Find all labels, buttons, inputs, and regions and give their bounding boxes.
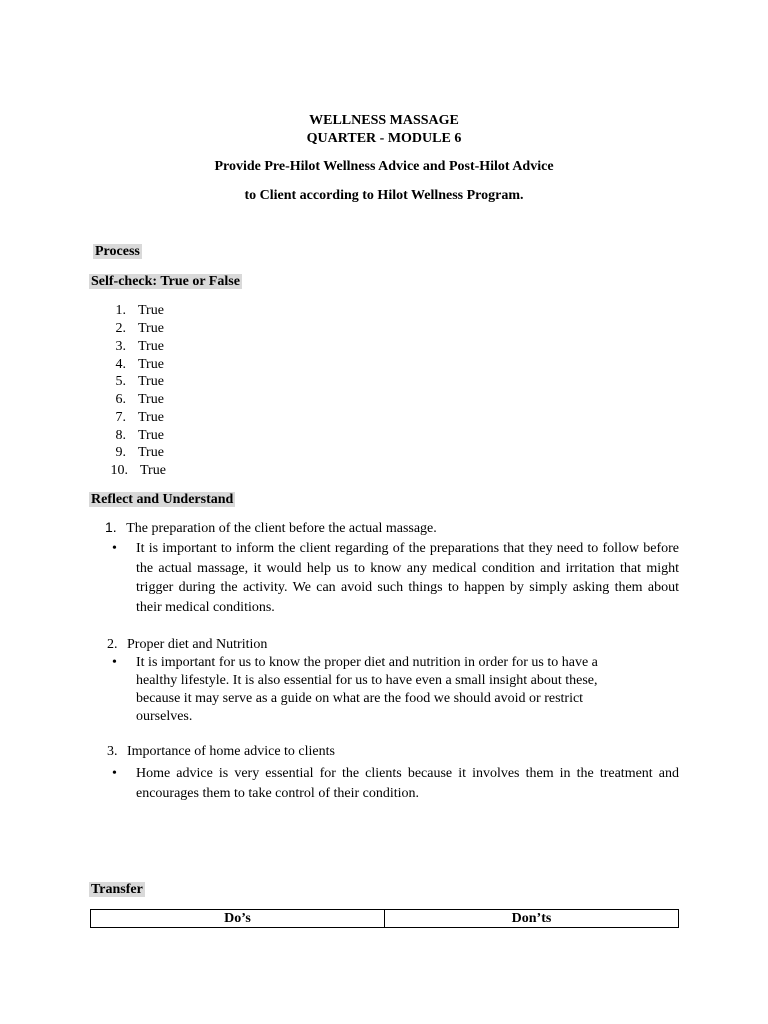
bullet-icon: • [112, 655, 117, 670]
item-answer: True [138, 392, 164, 407]
self-check-item [108, 444, 164, 461]
bullet-icon: • [112, 541, 117, 556]
item-number: 3. [107, 744, 118, 759]
reflect-item-1-bullet [112, 539, 680, 619]
item-number: 3. [115, 339, 126, 354]
bullet-icon: • [112, 766, 117, 781]
transfer-table [90, 909, 679, 928]
item-number: 8. [115, 428, 126, 443]
item-number: 10. [110, 463, 128, 478]
item-number: 6. [115, 392, 126, 407]
transfer-heading-text: Transfer [91, 882, 143, 897]
reflect-item-2-title [107, 636, 267, 653]
item-title: Importance of home advice to clients [127, 744, 335, 759]
item-number: 1. [105, 519, 117, 535]
reflect-item-3-bullet [112, 764, 680, 806]
self-check-item [108, 356, 164, 373]
module-subtitle-line1: Provide Pre-Hilot Wellness Advice and Post-Hilot Advice [214, 159, 554, 174]
reflect-heading-text: Reflect and Understand [91, 492, 234, 507]
item-answer: True [138, 410, 164, 425]
self-check-item [108, 320, 164, 337]
self-check-item [108, 302, 164, 319]
item-answer: True [140, 463, 166, 478]
item-number: 4. [115, 357, 126, 372]
item-number: 1. [115, 303, 126, 318]
table-header-row [91, 910, 679, 928]
reflect-item-3-title [107, 743, 335, 760]
self-check-item [108, 338, 164, 355]
item-answer: True [138, 428, 164, 443]
column-header-donts: Don’ts [385, 910, 679, 928]
self-check-heading-text: Self-check: True or False [91, 274, 240, 289]
transfer-heading [89, 881, 145, 898]
reflect-item-2-bullet [112, 654, 680, 728]
process-heading-text: Process [95, 244, 140, 259]
item-answer: True [138, 357, 164, 372]
item-title: The preparation of the client before the actual massage. [126, 521, 437, 536]
item-number: 5. [115, 374, 126, 389]
self-check-item [110, 462, 166, 479]
module-quarter: QUARTER - MODULE 6 [306, 131, 462, 146]
process-heading [93, 243, 142, 260]
bullet-text: Home advice is very essential for the clients because it involves them in the treatment and encourages them to take control of their condition. [136, 766, 679, 801]
self-check-item [108, 391, 164, 408]
module-title: WELLNESS MASSAGE [309, 113, 459, 128]
item-answer: True [138, 321, 164, 336]
item-number: 9. [115, 445, 126, 460]
item-answer: True [138, 339, 164, 354]
item-answer: True [138, 445, 164, 460]
item-number: 2. [115, 321, 126, 336]
reflect-heading [89, 491, 235, 508]
item-answer: True [138, 374, 164, 389]
self-check-item [108, 427, 164, 444]
item-answer: True [138, 303, 164, 318]
module-subtitle-line2: to Client according to Hilot Wellness Program. [244, 188, 524, 203]
column-header-dos: Do’s [91, 910, 385, 928]
bullet-text: It is important for us to know the proper diet and nutrition in order for us to have a healthy lifestyle. It is also essential for us to have even a small insight about these, because it may serve as a guide on what are the food we should avoid or restrict ourselves. [136, 655, 598, 724]
item-number: 7. [115, 410, 126, 425]
item-number: 2. [107, 637, 118, 652]
item-title: Proper diet and Nutrition [127, 637, 268, 652]
self-check-item [108, 373, 164, 390]
bullet-text: It is important to inform the client regarding of the preparations that they need to follow before the actual massage, it would help us to know any medical condition and irritation that might trigger during the activity. We can avoid such things to happen by simply asking them about their medical conditions. [136, 541, 679, 615]
self-check-heading [89, 273, 242, 290]
reflect-item-1-title [105, 519, 437, 537]
self-check-item [108, 409, 164, 426]
